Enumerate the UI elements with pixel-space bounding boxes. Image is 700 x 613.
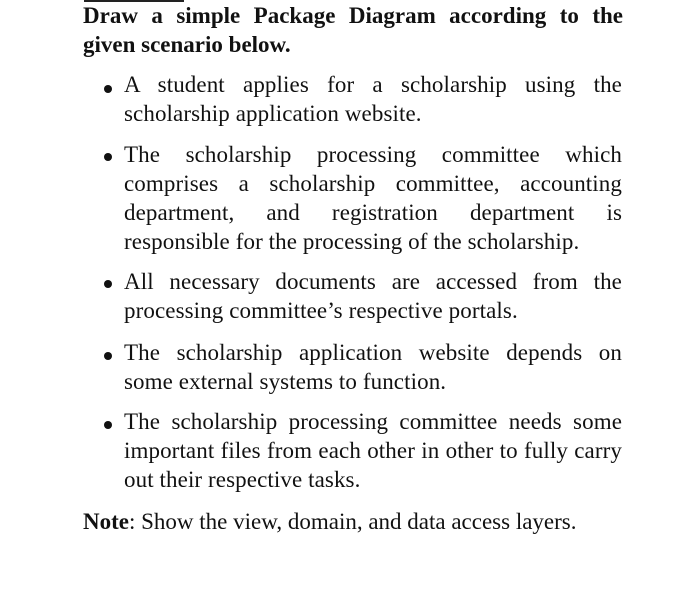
note-label: Note bbox=[83, 509, 129, 534]
instruction-heading: Draw a simple Package Diagram according to the given scenario below. bbox=[83, 3, 623, 57]
bullet-dot-icon bbox=[104, 280, 112, 288]
bullet-text: The scholarship processing committee needs some important files from each other in other to fully carry out their respective tasks. bbox=[124, 409, 622, 492]
bullet-text: The scholarship processing committee which comprises a scholarship committee, accounting department, and registration department is responsible for the processing of the scholarship. bbox=[124, 142, 622, 254]
bullet-text: All necessary documents are accessed from the processing committee’s respective portals. bbox=[124, 269, 622, 323]
bullet-dot-icon bbox=[104, 153, 112, 161]
bullet-dot-icon bbox=[104, 85, 112, 93]
note-text: : Show the view, domain, and data access layers. bbox=[128, 509, 577, 534]
bullet-text: The scholarship application website depends on some external systems to function. bbox=[124, 340, 622, 394]
note-paragraph bbox=[83, 507, 643, 536]
bullet-dot-icon bbox=[104, 352, 112, 360]
bullet-dot-icon bbox=[104, 421, 112, 429]
bullet-text: A student applies for a scholarship using the scholarship application website. bbox=[124, 72, 622, 126]
